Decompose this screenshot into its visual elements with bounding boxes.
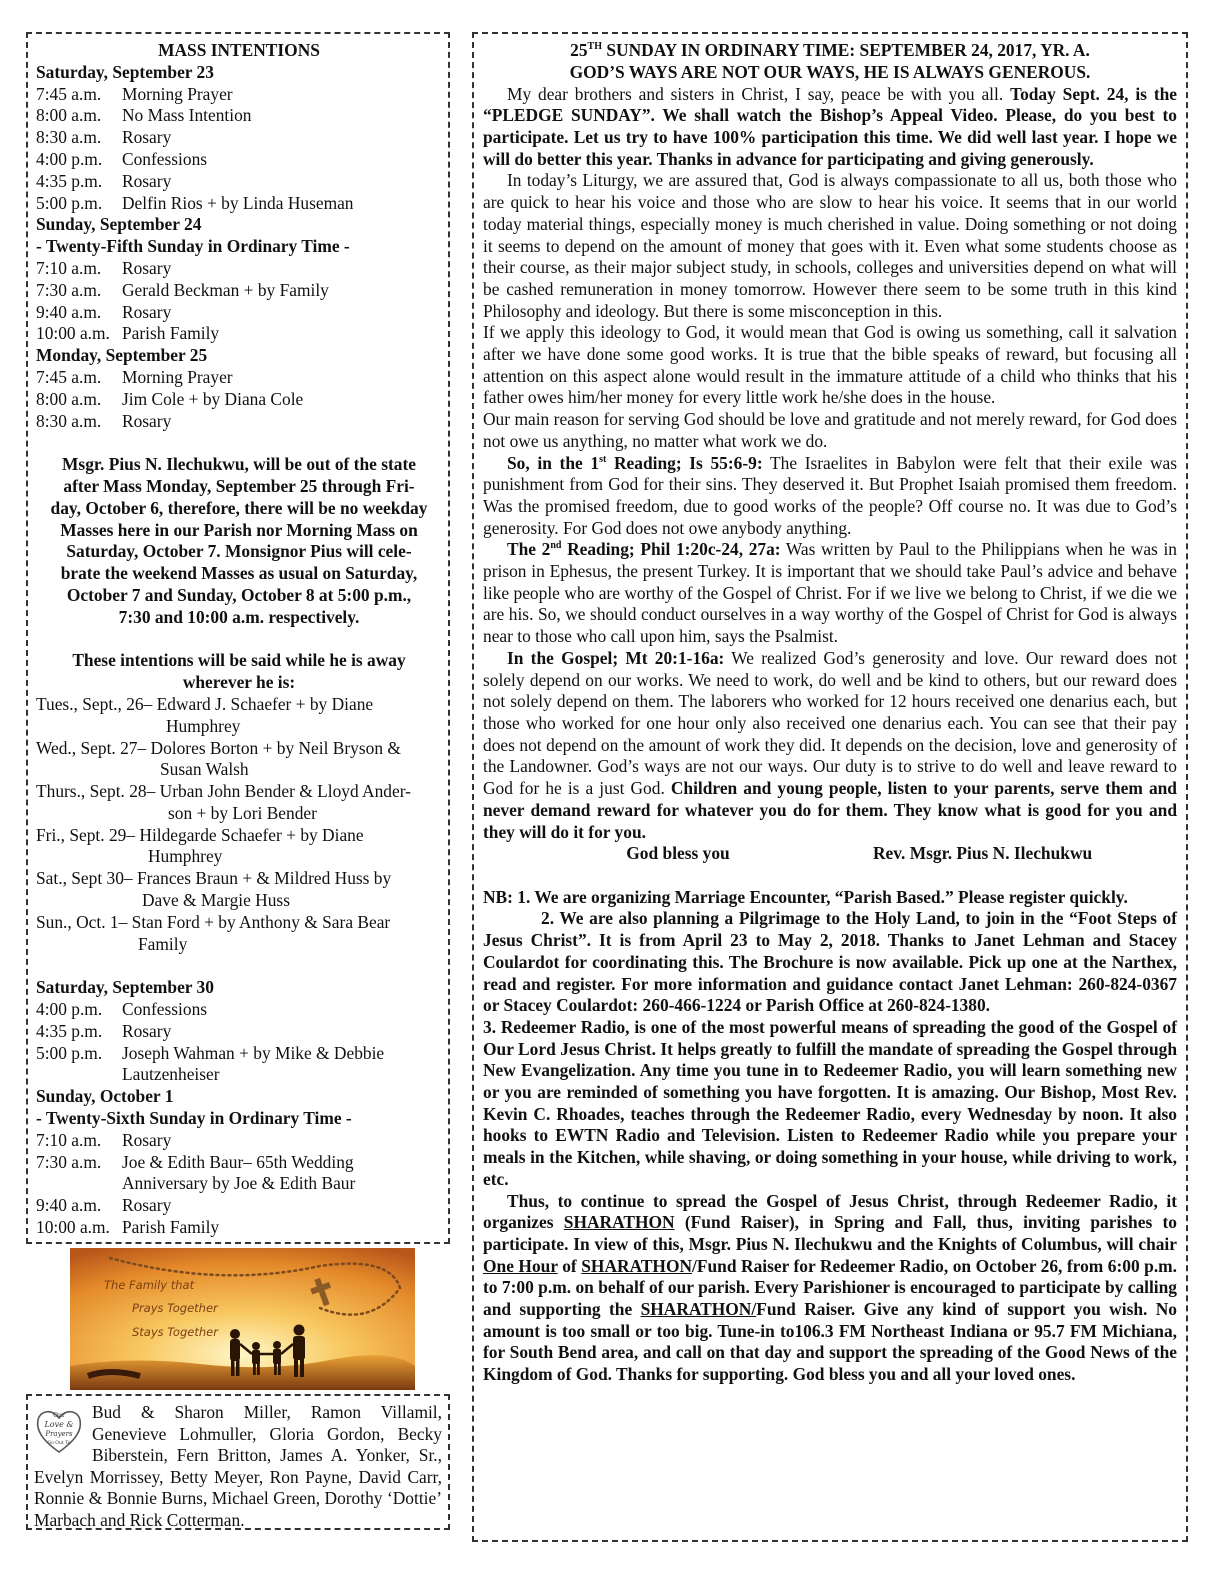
day-block [36, 345, 442, 432]
schedule-row: 5:00 p.m. Delfin Rios + by Linda Huseman [36, 192, 354, 213]
schedule-row: 5:00 p.m. Joseph Wahman + by Mike & Debbie Lautzenheiser [36, 1042, 385, 1085]
weekday-intention: Wed., Sept. 27– Dolores Borton + by Neil Bryson & Susan Walsh [36, 737, 401, 780]
schedule-row: 4:00 p.m. Confessions [36, 999, 208, 1020]
weekday-intention: Thurs., Sept. 28– Urban John Bender & Lloyd Ander- son + by Lori Bender [36, 781, 411, 823]
svg-text:Love &: Love & [44, 1420, 74, 1429]
svg-text:Prayers: Prayers [45, 1430, 73, 1438]
family-prays-together-image [70, 1248, 415, 1390]
away-intentions-heading: These intentions will be said while he is away wherever he is: [72, 650, 406, 693]
letter-paragraph: Our main reason for serving God should be love and gratitude and not merely reward, for God does not owe us anything, no matter what work we do. [483, 409, 1177, 451]
schedule-row: 4:00 p.m. Confessions [36, 148, 208, 169]
weekday-intention: Sat., Sept 30– Frances Braun + & Mildred Huss by Dave & Margie Huss [36, 868, 392, 911]
letter-paragraph: If we apply this ideology to God, it would mean that God is owing us something, call it salvation after we have done some good works. It is true that the bible speaks of reward, but focusing all attention on this aspect alone would result in the immature attitude of a child who thinks that his father owes him/her money for every little work he/she does in the house. [483, 322, 1177, 408]
weekday-intentions [36, 694, 442, 956]
day-heading: Sunday, September 24 [36, 214, 202, 235]
pastor-letter-box [472, 32, 1188, 1542]
schedule-row: 8:00 a.m. No Mass Intention [36, 105, 252, 126]
image-caption-line-1: The Family that [104, 1278, 195, 1292]
schedule-row: 7:45 a.m. Morning Prayer [36, 366, 233, 387]
love-and-prayers-heart-icon [34, 1404, 84, 1456]
schedule-row: 8:30 a.m. Rosary [36, 410, 172, 431]
first-reading-paragraph: So, in the 1st Reading; Is 55:6-9: The Israelites in Babylon were felt that their exile was punishment from God for their sins. They deserved it. But Prophet Isaiah promised them freedom. Was the promised freedom, due to good works of the people? Off course no. It was due to God’s generosity. For God does not owe anybody anything. [483, 452, 1177, 538]
weekday-intention: Sun., Oct. 1– Stan Ford + by Anthony & Sara Bear Family [36, 911, 391, 954]
schedule-row: 9:40 a.m. Rosary [36, 1195, 172, 1216]
image-caption-line-2: Prays Together [132, 1301, 218, 1315]
day-heading: Sunday, October 1 [36, 1086, 174, 1107]
letter-subtitle: GOD’S WAYS ARE NOT OUR WAYS, HE IS ALWAYS GENEROUS. [569, 61, 1091, 82]
liturgical-day: - Twenty-Sixth Sunday in Ordinary Time - [36, 1108, 352, 1129]
sharathon-paragraph: Thus, to continue to spread the Gospel of Jesus Christ, through Redeemer Radio, it organizes SHARATHON (Fund Raiser), in Spring and Fall, thus, inviting parishes to participate. In view of this, Msgr. Pius N. Ilechukwu and the Knights of Columbus, will chair One Hour of SHARATHON/Fund Raiser for Redeemer Radio, on October 26, from 6:00 p.m. to 7:00 p.m. on behalf of our parish. Every Parishioner is encouraged to participate by calling and supporting the SHARATHON/Fund Raiser. Give any kind of support you wish. No amount is too small or too big. Tune-in to106.3 FM Northeast Indiana or 95.7 FM Michiana, for South Bend area, and call on that day and support the spreading of the Good News of the Kingdom of God. Thanks for supporting. God bless you and all your loved ones. [483, 1190, 1177, 1385]
schedule-row: 7:30 a.m. Gerald Beckman + by Family [36, 279, 329, 300]
schedule-row: 7:30 a.m. Joe & Edith Baur– 65th Wedding Anniversary by Joe & Edith Baur [36, 1151, 356, 1194]
schedule-row: 10:00 a.m. Parish Family [36, 323, 220, 344]
schedule-row: 7:45 a.m. Morning Prayer [36, 83, 233, 104]
day-block [36, 977, 442, 1086]
absence-notice: Msgr. Pius N. Ilechukwu, will be out of the state after Mass Monday, September 25 through Fri- day, October 6, therefore, there will be no weekday Masses here in our Parish nor Morning Mass on Saturday, October 7. Monsignor Pius will cele- brate the weekend Masses as usual on Saturday, October 7 and Sunday, October 8 at 5:00 p.m., 7:30 and 10:00 a.m. respectively. [50, 454, 428, 627]
letter-paragraph: My dear brothers and sisters in Christ, I say, peace be with you all. Today Sept. 24, is the “PLEDGE SUNDAY”. We shall watch the Bishop’s Appeal Video. Please, do you best to participate. Let us try to have 100% participation this time. We did well last year. I hope we will do better this year. Thanks in advance for participating and giving generously. [483, 83, 1178, 169]
second-reading-paragraph: The 2nd Reading; Phil 1:20c-24, 27a: Was written by Paul to the Philippians when he was in prison in Ephesus, the present Turkey. It is important that we should take Paul’s advice and behave like people who are worthy of the Gospel of Christ. For if we live we belong to Christ, if we die we are his. So, we should conduct ourselves in a way worthy of the Gospel of Christ for God is always near to those who call upon him, says the Psalmist. [483, 539, 1177, 647]
weekday-intention: Tues., Sept., 26– Edward J. Schaefer + by Diane Humphrey [36, 693, 374, 736]
schedule-row: 4:35 p.m. Rosary [36, 170, 172, 191]
prayer-list-text: Bud & Sharon Miller, Ramon Villamil, Genevieve Lohmuller, Gloria Gordon, Becky Biberstein, Fern Britton, James A. Yonker, Sr., Evelyn Morrissey, Betty Meyer, Ron Payne, David Carr, Ronnie & Bonnie Burns, Michael Green, Dorothy ‘Dottie’ Marbach and Rick Cotterman. [34, 1402, 442, 1530]
day-block [36, 62, 442, 215]
letter-signature: God bless you Rev. Msgr. Pius N. Ilechukwu [626, 843, 1093, 864]
schedule-row: 9:40 a.m. Rosary [36, 301, 172, 322]
schedule-row: 4:35 p.m. Rosary [36, 1020, 172, 1041]
schedule-row: 7:10 a.m. Rosary [36, 1129, 172, 1150]
svg-text:Our: Our [53, 1412, 65, 1419]
gospel-paragraph: In the Gospel; Mt 20:1-16a: We realized God’s generosity and love. Our reward does not solely depend on our works. We need to work, do well and be kind to others, but our reward does not solely depend on them. The laborers who worked for 12 hours received one denarius each, but those who worked for one hour only also received one denarius each. You can see that their pay does not depend on the amount of work they did. It depends on the decision, love and generosity of the Landowner. God’s ways are not our ways. Our duty is to strive to do well and leave reward to God for he is a just God. Children and young people, listen to your parents, serve them and never demand reward for whatever you do for them. They know what is good for you and they will do it for you. [483, 647, 1177, 842]
day-heading: Saturday, September 23 [36, 61, 214, 82]
schedule-row: 7:10 a.m. Rosary [36, 257, 172, 278]
nb-redeemer-radio: 3. Redeemer Radio, is one of the most powerful means of spreading the good of the Gospel of Our Lord Jesus Christ. It helps greatly to fulfill the mandate of spreading the Gospel through New Evangelization. Any time you tune in to Redeemer Radio, you will learn something new or you are reminded of something you have forgotten. It is amazing. Our Bishop, Most Rev. Kevin C. Rhoades, teaches through the Redeemer Radio, every Wednesday by noon. It also hooks to EWTN Radio and Television. Listen to Redeemer Radio while you prepare your meals in the Kitchen, while shaving, or doing something in your house, while driving to work, etc. [483, 1016, 1177, 1189]
nb-pilgrimage: 2. We are also planning a Pilgrimage to the Holy Land, to join in the “Foot Steps of Jesus Christ”. It is from April 23 to May 2, 2018. Thanks to Janet Lehman and Stacey Coulardot for coordinating this. The Brochure is now available. Pick up one at the Narthex, read and register. For more information and guidance contact Janet Lehman: 260-824-0367 or Stacey Coulardot: 260-466-1224 or Parish Office at 260-824-1380. [483, 908, 1177, 1016]
mass-intentions-heading: MASS INTENTIONS [158, 40, 320, 60]
schedule-row: 8:00 a.m. Jim Cole + by Diana Cole [36, 388, 304, 409]
prayer-list-box [26, 1394, 450, 1530]
letter-paragraph: In today’s Liturgy, we are assured that, God is always compassionate to all us, both those who are quick to hear his voice and those who are slow to hear his voice. It seems that in our world today material things, especially money is much cherished in value. Doing something or not doing it seems to depend on the amount of money that goes with it. Even what some students choose as their course, as their major subject study, in schools, colleges and universities depend on what will be cashed remuneration in money tomorrow. However there seem to be some truth in this kind Philosophy and ideology. But there is some misconception in this. [483, 170, 1177, 321]
day-block [36, 1086, 442, 1239]
image-caption-line-3: Stays Together [132, 1325, 218, 1339]
nb-marriage-encounter: NB: 1. We are organizing Marriage Encounter, “Parish Based.” Please register quickly. [483, 886, 1128, 907]
weekday-intention: Fri., Sept. 29– Hildegarde Schaefer + by Diane Humphrey [36, 824, 364, 867]
day-heading: Monday, September 25 [36, 345, 208, 366]
day-block [36, 214, 442, 345]
mass-intentions-box [26, 32, 450, 1244]
schedule-row: 8:30 a.m. Rosary [36, 127, 172, 148]
schedule-row: 10:00 a.m. Parish Family [36, 1217, 220, 1238]
letter-title: 25TH SUNDAY IN ORDINARY TIME: SEPTEMBER 24, 2017, YR. A. [570, 40, 1090, 60]
svg-text:Go Out To: Go Out To [47, 1441, 71, 1446]
liturgical-day: - Twenty-Fifth Sunday in Ordinary Time - [36, 236, 350, 257]
day-heading: Saturday, September 30 [36, 977, 214, 998]
